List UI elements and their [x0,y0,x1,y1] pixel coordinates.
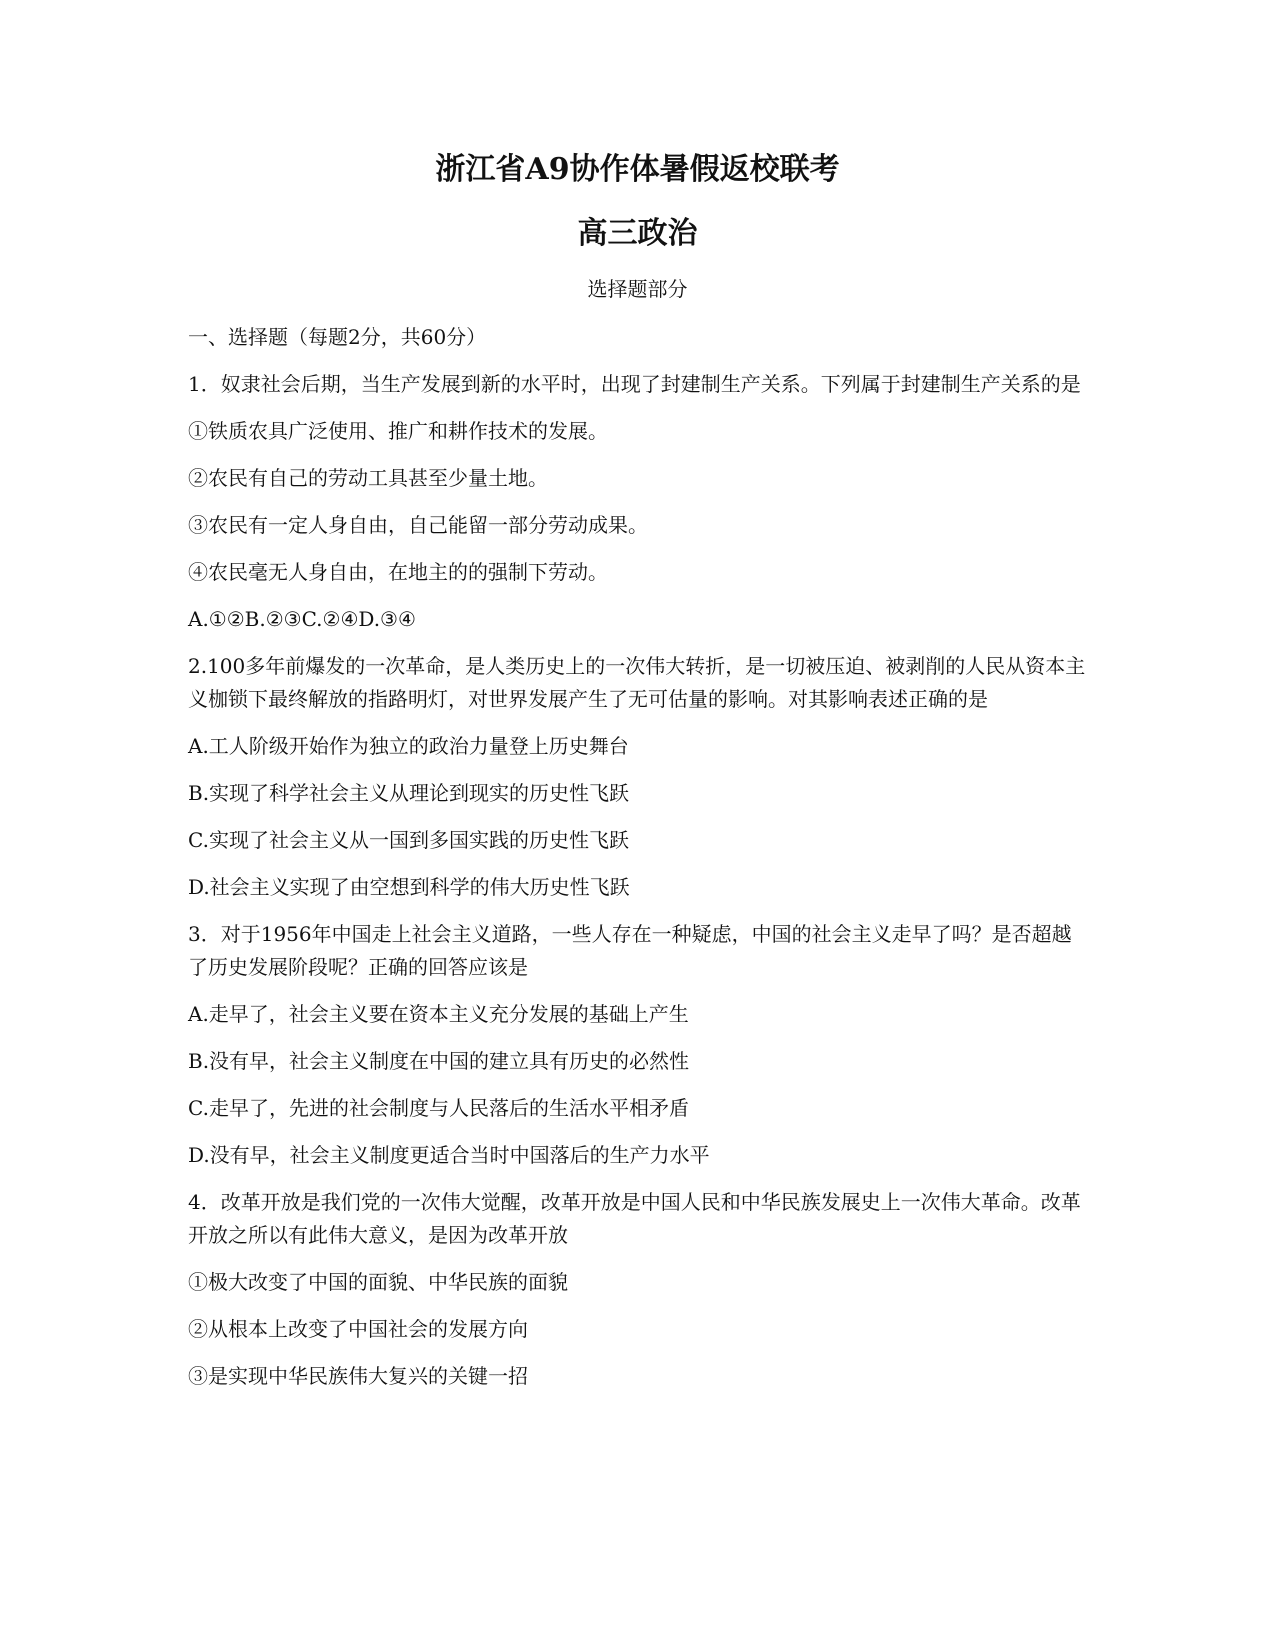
option-d: D.社会主义实现了由空想到科学的伟大历史性飞跃 [188,875,630,899]
question-stem: 2.100多年前爆发的一次革命，是人类历史上的一次伟大转折，是一切被压迫、被剥削的人民从资本主义枷锁下最终解放的指路明灯，对世界发展产生了无可估量的影响。对其影响表述正确的是 [188,654,1086,711]
question-1 [188,368,1088,636]
option-c: C.走早了，先进的社会制度与人民落后的生活水平相矛盾 [188,1096,689,1120]
option-line: ①铁质农具广泛使用、推广和耕作技术的发展。 [188,419,608,443]
question-stem: 1．奴隶社会后期，当生产发展到新的水平时，出现了封建制生产关系。下列属于封建制生产关系的是 [188,372,1081,396]
option-b: B.没有早，社会主义制度在中国的建立具有历史的必然性 [188,1049,690,1073]
option-line: ③农民有一定人身自由，自己能留一部分劳动成果。 [188,513,648,537]
option-line: ①极大改变了中国的面貌、中华民族的面貌 [188,1270,568,1294]
option-c: C.实现了社会主义从一国到多国实践的历史性飞跃 [188,828,629,852]
question-4 [188,1186,1088,1393]
exam-title: 浙江省A9协作体暑假返校联考 [435,152,840,187]
section-heading: 一、选择题（每题2分，共60分） [188,325,487,349]
question-stem: 3．对于1956年中国走上社会主义道路，一些人存在一种疑虑，中国的社会主义走早了吗？是否超越了历史发展阶段呢？正确的回答应该是 [188,922,1072,979]
option-line: ②农民有自己的劳动工具甚至少量土地。 [188,466,548,490]
option-line: ④农民毫无人身自由，在地主的的强制下劳动。 [188,560,608,584]
answer-choices: A.①②B.②③C.②④D.③④ [188,607,416,631]
question-stem: 4．改革开放是我们党的一次伟大觉醒，改革开放是中国人民和中华民族发展史上一次伟大革命。改革开放之所以有此伟大意义，是因为改革开放 [188,1190,1081,1247]
question-body [188,321,1088,1407]
question-2 [188,650,1088,904]
option-line: ②从根本上改变了中国社会的发展方向 [188,1317,528,1341]
option-b: B.实现了科学社会主义从理论到现实的历史性飞跃 [188,781,630,805]
option-a: A.走早了，社会主义要在资本主义充分发展的基础上产生 [188,1002,689,1026]
part-heading: 选择题部分 [587,277,688,301]
option-line: ③是实现中华民族伟大复兴的关键一招 [188,1364,528,1388]
option-d: D.没有早，社会主义制度更适合当时中国落后的生产力水平 [188,1143,710,1167]
option-a: A.工人阶级开始作为独立的政治力量登上历史舞台 [188,734,629,758]
question-3 [188,918,1088,1172]
subject-title: 高三政治 [577,216,698,251]
